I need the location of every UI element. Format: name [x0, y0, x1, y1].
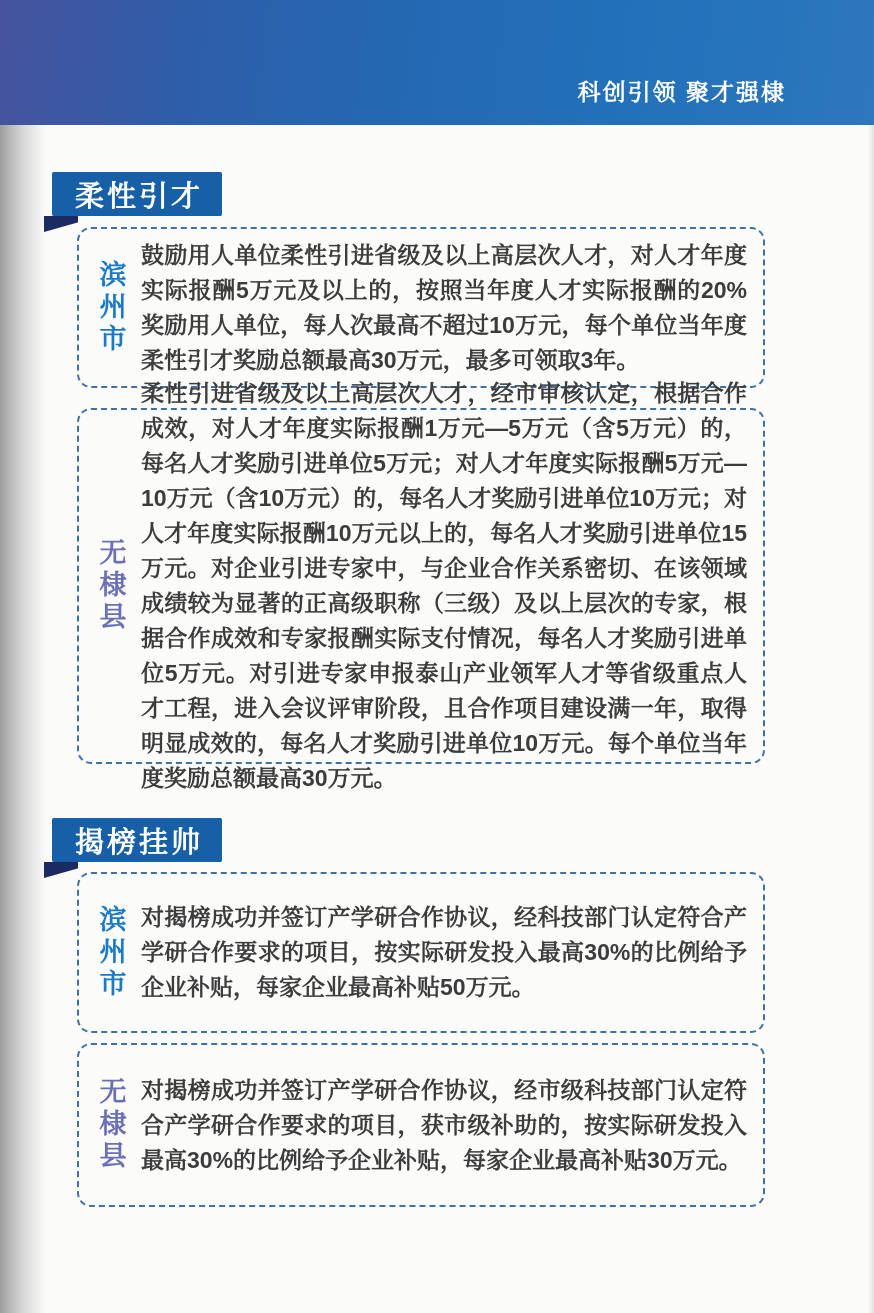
ribbon-fold: [44, 862, 78, 878]
header-slogan: 科创引领 聚才强棣: [577, 79, 786, 105]
header-band: [0, 0, 874, 125]
region-label-binzhou: 滨州市: [95, 259, 126, 356]
section-banner-flexible-talent: [52, 172, 222, 216]
section-banner-challenge-leadership: [52, 818, 222, 862]
policy-text: 鼓励用人单位柔性引进省级及以上高层次人才，对人才年度实际报酬5万元及以上的，按照当年度人才实际报酬的20%奖励用人单位，每人次最高不超过10万元，每个单位当年度柔性引才奖励总额最高30万元，最多可领取3年。: [141, 241, 747, 373]
policy-card-binzhou-challenge: [77, 872, 765, 1033]
region-label-binzhou: 滨州市: [95, 904, 126, 1001]
policy-card-wudi-flexible: [77, 380, 765, 791]
region-label-wudi: 无棣县: [95, 538, 126, 634]
region-label-wudi: 无棣县: [95, 1077, 126, 1173]
policy-text: 对揭榜成功并签订产学研合作协议，经市级科技部门认定符合产学研合作要求的项目，获市级补助的，按实际研发投入最高30%的比例给予企业补贴，每家企业最高补贴30万元。: [141, 1076, 747, 1173]
policy-card-binzhou-flexible: [77, 227, 765, 388]
page-left-edge-shadow: [0, 125, 46, 1313]
page-right-edge-shadow: [868, 125, 874, 1313]
policy-text: 柔性引进省级及以上高层次人才，经市审核认定，根据合作成效，对人才年度实际报酬1万元—5万元（含5万元）的，每名人才奖励引进单位5万元；对人才年度实际报酬5万元—10万元（含10万元）的，每名人才奖励引进单位10万元；对人才年度实际报酬10万元以上的，每名人才奖励引进单位15万元。对企业引进专家中，与企业合作关系密切、在该领域成绩较为显著的正高级职称（三级）及以上层次的专家，根据合作成效和专家报酬实际支付情况，每名人才奖励引进单位5万元。对引进专家申报泰山产业领军人才等省级重点人才工程，进入会议评审阶段，且合作项目建设满一年，取得明显成效的，每名人才奖励引进单位10万元。每个单位当年度奖励总额最高30万元。: [141, 380, 747, 791]
section-title: 揭榜挂帅: [75, 826, 204, 859]
section-title: 柔性引才: [75, 180, 204, 213]
policy-text: 对揭榜成功并签订产学研合作协议，经科技部门认定符合产学研合作要求的项目，按实际研发投入最高30%的比例给予企业补贴，每家企业最高补贴50万元。: [141, 904, 747, 1000]
ribbon-fold: [44, 216, 78, 232]
policy-card-wudi-challenge: [77, 1043, 765, 1207]
